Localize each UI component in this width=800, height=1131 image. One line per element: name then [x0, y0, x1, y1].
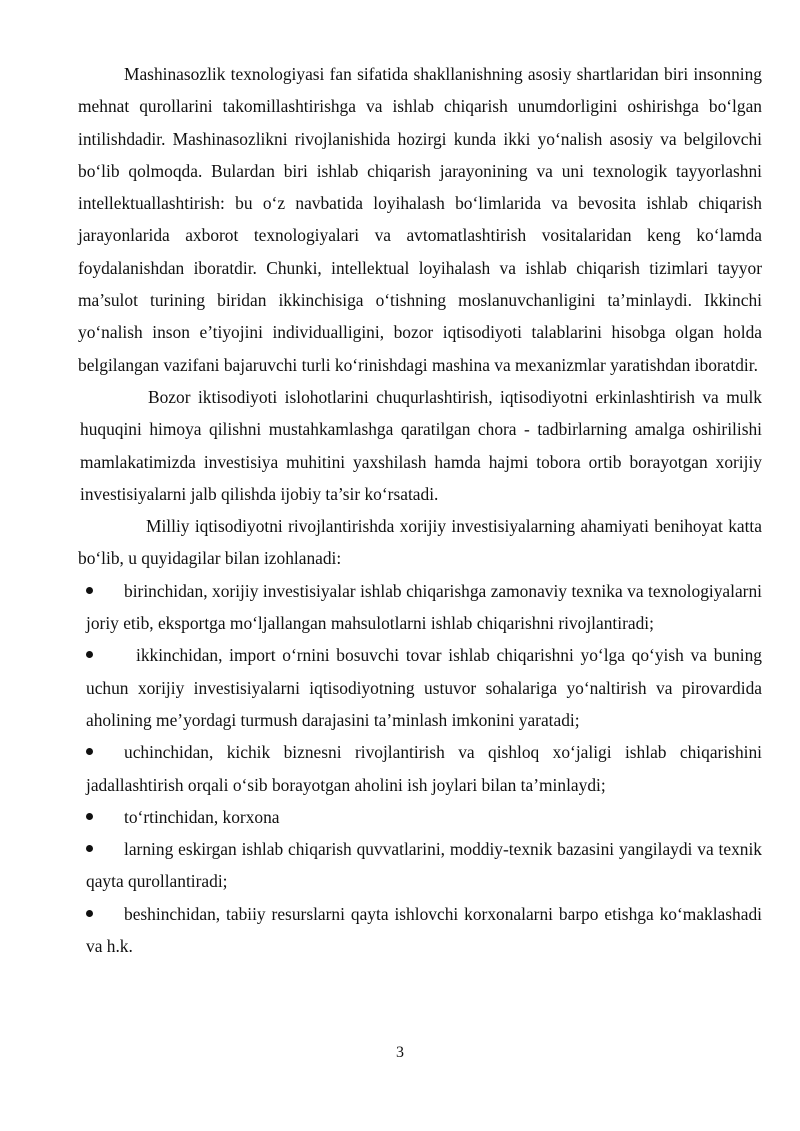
list-item: [86, 833, 762, 898]
list-item: [86, 639, 762, 736]
paragraph-3: Milliy iqtisodiyotni rivojlantirishda xorijiy investisiyalarning ahamiyati benihoyat katta bo‘lib, u quyidagilar bilan izohlanadi:: [78, 516, 762, 569]
paragraph-2: Bozor iktisodiyoti islohotlarini chuqurlashtirish, iqtisodiyotni erkinlashtirish va mulk huquqini himoya qilishni mustahkamlashga qaratilgan chora - tadbirlarning amalga oshirilishi mamlakatimizda investisiya muhitini yaxshilash hamda hajmi tobora ortib borayotgan xorijiy investisiyalarni jalb qilishda ijobiy ta’sir ko‘rsatadi.: [80, 386, 762, 504]
list-item-text: ikkinchidan, import o‘rnini bosuvchi tovar ishlab chiqarishni yo‘lga qo‘yish va buning uchun xorijiy investisiyalarni iqtisodiyotning ustuvor sohalariga yo‘naltirish va pirovardida aholining me’yordagi turmush darajasini ta’minlash imkonini yaratadi;: [86, 645, 762, 730]
page-number: 3: [396, 1044, 404, 1061]
list-item: [86, 801, 762, 833]
document-body: [78, 58, 762, 962]
list-item: [86, 898, 762, 963]
bullet-icon: [86, 587, 93, 594]
bullet-icon: [86, 813, 93, 820]
bullet-icon: [86, 651, 93, 658]
list-item-text: to‘rtinchidan, korxona: [124, 806, 280, 827]
bullet-list: [78, 575, 762, 963]
list-item-text: beshinchidan, tabiiy resurslarni qayta ishlovchi korxonalarni barpo etishga ko‘maklashadi va h.k.: [86, 903, 762, 957]
list-item-text: birinchidan, xorijiy investisiyalar ishlab chiqarishga zamonaviy texnika va texnologiyalarni joriy etib, eksportga mo‘ljallangan mahsulotlarni ishlab chiqarishni rivojlantiradi;: [86, 580, 762, 634]
bullet-icon: [86, 748, 93, 755]
paragraph-1: Mashinasozlik texnologiyasi fan sifatida shakllanishning asosiy shartlaridan biri insonning mehnat qurollarini takomillashtirishga va ishlab chiqarish unumdorligini oshirishga bo‘lgan intilishdadir. Mashinasozlikni rivojlanishida hozirgi kunda ikki yo‘nalish asosiy va belgilovchi bo‘lib qolmoqda. Bulardan biri ishlab chiqarish jarayonining va uni texnologik tayyorlashni intellektuallashtirish: bu o‘z navbatida loyihalash bo‘limlarida va bevosita ishlab chiqarish jarayonlarida axborot texnologiyalari va avtomatlashtirish vositalaridan keng ko‘lamda foydalanishdan iboratdir. Chunki, intellektual loyihalash va ishlab chiqarish tizimlari tayyor ma’sulot turining biridan ikkinchisiga o‘tishning moslanuvchanligini ta’minlaydi. Ikkinchi yo‘nalish inson e’tiyojini individualligini, bozor iqtisodiyoti talablarini hisobga olgan holda belgilangan vazifani bajaruvchi turli ko‘rinishdagi mashina va mexanizmlar yaratishdan iboratdir.: [78, 64, 762, 375]
list-item-text: uchinchidan, kichik biznesni rivojlantirish va qishloq xo‘jaligi ishlab chiqarishini jadallashtirish orqali o‘sib borayotgan aholini ish joylari bilan ta’minlaydi;: [86, 742, 762, 795]
bullet-icon: [86, 910, 93, 917]
list-item: [86, 575, 762, 640]
bullet-icon: [86, 845, 93, 852]
list-item: [86, 736, 762, 801]
list-item-text: larning eskirgan ishlab chiqarish quvvatlarini, moddiy-texnik bazasini yangilaydi va texnik qayta qurollantiradi;: [86, 839, 762, 892]
